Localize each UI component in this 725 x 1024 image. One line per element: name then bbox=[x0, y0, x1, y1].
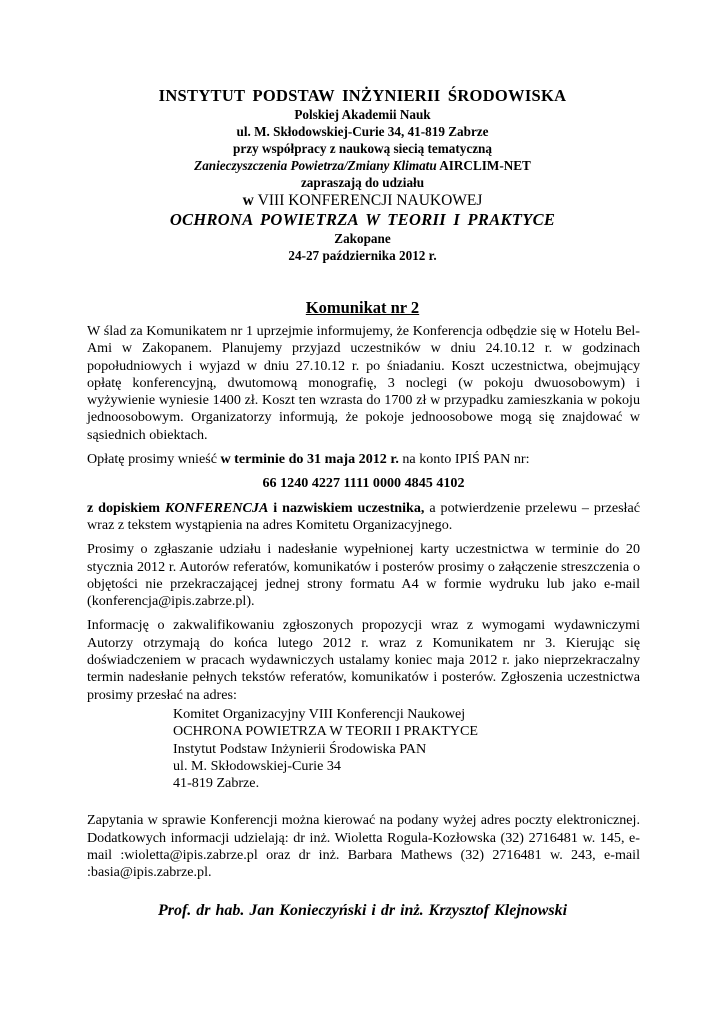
transfer-name-note: i nazwiskiem uczestnika, bbox=[268, 499, 425, 516]
network-acronym: AIRCLIM-NET bbox=[436, 158, 531, 173]
cooperation-line: przy współpracy z naukową siecią tematyczną bbox=[233, 141, 492, 156]
institute-address: ul. M. Skłodowskiej-Curie 34, 41-819 Zabrze bbox=[236, 124, 489, 139]
conference-name: VIII KONFERENCJI NAUKOWEJ bbox=[257, 192, 483, 209]
transfer-instructions: a potwierdzenie przelewu – przesłać wraz z tekstem wystąpienia na adres Komitetu Organizacyjnego. bbox=[87, 499, 640, 533]
committee-address bbox=[173, 706, 640, 792]
transfer-keyword: KONFERENCJA bbox=[164, 499, 269, 516]
signature-line: Prof. dr hab. Jan Konieczyński i dr inż. Krzysztof Klejnowski bbox=[157, 902, 568, 919]
paragraph-venue: W ślad za Komunikatem nr 1 uprzejmie informujemy, że Konferencja odbędzie się w Hotelu Bel-Ami w Zakopanem. Planujemy przyjazd uczestników w dniu 24.10.12 r. w godzinach popołudniowych i wyjazd w dniu 27.10.12 r. po śniadaniu. Koszt uczestnictwa, obejmujący opłatę konferencyjną, dwutomową monografię, 3 noclegi (w pokoju dwuosobowym) i wyżywienie wyniesie 1400 zł. Koszt ten wzrasta do 1700 zł w przypadku zamieszkania w pokoju jednoosobowym. Organizatorzy informują, że pokoje jednoosobowe mogą się znajdować w sąsiednich obiektach. bbox=[87, 323, 640, 443]
conference-title: OCHRONA POWIETRZA W TEORII I PRAKTYCE bbox=[169, 210, 556, 229]
network-name: Zanieczyszczenia Powietrza/Zmiany Klimatu bbox=[194, 158, 437, 173]
paragraph-registration: Prosimy o zgłaszanie udziału i nadesłanie wypełnionej karty uczestnictwa w terminie do 20 stycznia 2012 r. Autorów referatów, komunikatów i posterów prosimy o załączenie streszczenia o objętości nie przekraczającej jednej strony formatu A4 w formie wydruku lub jako e-mail (konferencja@ipis.zabrze.pl). bbox=[87, 541, 640, 610]
address-line-street: ul. M. Skłodowskiej-Curie 34 bbox=[173, 757, 341, 774]
academy-name: Polskiej Akademii Nauk bbox=[294, 107, 431, 122]
paragraph-contact: Zapytania w sprawie Konferencji można kierować na podany wyżej adres poczty elektronicznej. Dodatkowych informacji udzielają: dr inż. Wioletta Rogula-Kozłowska (32) 2716481 w. 145, e-mail :wioletta@ipis.zabrze.pl oraz dr inż. Barbara Mathews (32) 2716481 w. 243, e-mail :basia@ipis.zabrze.pl. bbox=[87, 812, 640, 881]
address-line-conference: OCHRONA POWIETRZA W TEORII I PRAKTYCE bbox=[173, 723, 478, 740]
conference-prefix: w bbox=[242, 192, 258, 209]
paragraph-qualification: Informację o zakwalifikowaniu zgłoszonych propozycji wraz z wymogami wydawniczymi Autorzy otrzymają do końca lutego 2012 r. wraz z Komunikatem nr 3. Kierując się doświadczeniem w pracach wydawniczych ustalamy koniec maja 2012 r. jako nieprzekraczalny termin nadesłanie pełnych tekstów referatów, komunikatów i posterów. Zgłoszenia uczestnictwa prosimy przesłać na adres: bbox=[87, 617, 640, 703]
paragraph-payment bbox=[87, 451, 640, 468]
conference-dates: 24-27 października 2012 r. bbox=[288, 248, 437, 263]
payment-deadline: w terminie do 31 maja 2012 r. bbox=[220, 451, 399, 468]
payment-account-label: na konto IPIŚ PAN nr: bbox=[398, 451, 530, 468]
paragraph-transfer-note bbox=[87, 500, 640, 535]
communique-heading: Komunikat nr 2 bbox=[305, 298, 420, 317]
conference-location: Zakopane bbox=[334, 231, 391, 246]
transfer-note-bold: z dopiskiem bbox=[87, 499, 165, 516]
address-line-institute: Instytut Podstaw Inżynierii Środowiska PAN bbox=[173, 740, 427, 757]
address-line-committee: Komitet Organizacyjny VIII Konferencji Naukowej bbox=[173, 705, 466, 722]
payment-text: Opłatę prosimy wnieść bbox=[87, 451, 221, 468]
conference-line bbox=[0, 191, 725, 210]
institute-name: INSTYTUT PODSTAW INŻYNIERII ŚRODOWISKA bbox=[158, 86, 567, 105]
letterhead bbox=[0, 86, 725, 264]
invitation-line: zapraszają do udziału bbox=[300, 175, 425, 190]
bank-account-number: 66 1240 4227 1111 0000 4845 4102 bbox=[262, 475, 465, 492]
document-body bbox=[87, 323, 640, 889]
network-line bbox=[0, 157, 725, 174]
address-line-city: 41-819 Zabrze. bbox=[173, 775, 260, 792]
